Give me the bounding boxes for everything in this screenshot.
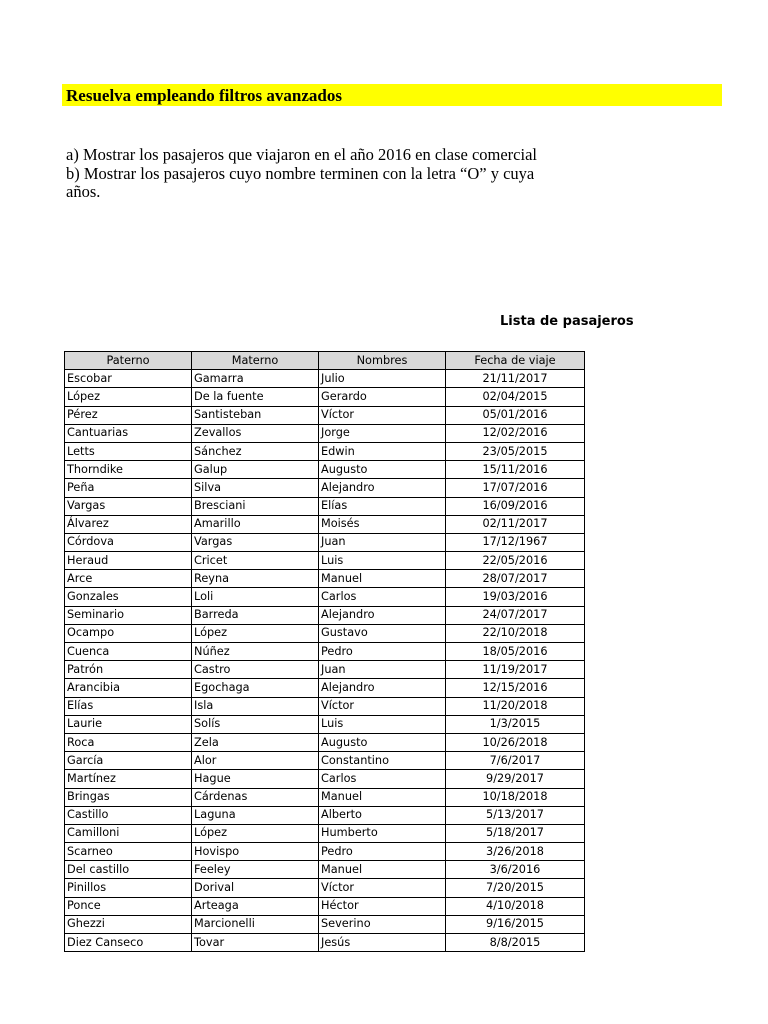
- table-row: [65, 697, 585, 715]
- cell-nombres[interactable]: Pedro: [319, 843, 446, 861]
- cell-materno[interactable]: Laguna: [192, 806, 319, 824]
- table-row: [65, 861, 585, 879]
- cell-nombres[interactable]: Luis: [319, 552, 446, 570]
- cell-fecha-de-viaje[interactable]: 3/26/2018: [446, 843, 585, 861]
- cell-fecha-de-viaje[interactable]: 4/10/2018: [446, 897, 585, 915]
- cell-fecha-de-viaje[interactable]: 22/10/2018: [446, 624, 585, 642]
- cell-nombres[interactable]: Humberto: [319, 824, 446, 842]
- table-row: [65, 715, 585, 733]
- cell-paterno[interactable]: Arancibia: [65, 679, 192, 697]
- cell-paterno[interactable]: Álvarez: [65, 515, 192, 533]
- cell-paterno[interactable]: Roca: [65, 733, 192, 751]
- cell-paterno[interactable]: López: [65, 388, 192, 406]
- cell-materno[interactable]: De la fuente: [192, 388, 319, 406]
- cell-fecha-de-viaje[interactable]: 15/11/2016: [446, 461, 585, 479]
- cell-paterno[interactable]: Laurie: [65, 715, 192, 733]
- cell-materno[interactable]: Feeley: [192, 861, 319, 879]
- cell-nombres[interactable]: Constantino: [319, 752, 446, 770]
- cell-nombres[interactable]: Víctor: [319, 879, 446, 897]
- table-row: [65, 843, 585, 861]
- instructions: [66, 146, 586, 202]
- table-row: [65, 370, 585, 388]
- cell-paterno[interactable]: Thorndike: [65, 461, 192, 479]
- cell-paterno[interactable]: Patrón: [65, 661, 192, 679]
- cell-nombres[interactable]: Alejandro: [319, 679, 446, 697]
- table-row: [65, 806, 585, 824]
- cell-materno[interactable]: Castro: [192, 661, 319, 679]
- cell-materno[interactable]: Silva: [192, 479, 319, 497]
- cell-fecha-de-viaje[interactable]: 23/05/2015: [446, 442, 585, 460]
- cell-materno[interactable]: Núñez: [192, 643, 319, 661]
- cell-nombres[interactable]: Augusto: [319, 461, 446, 479]
- cell-materno[interactable]: Cárdenas: [192, 788, 319, 806]
- cell-fecha-de-viaje[interactable]: 24/07/2017: [446, 606, 585, 624]
- cell-paterno[interactable]: Vargas: [65, 497, 192, 515]
- cell-paterno[interactable]: Cantuarias: [65, 424, 192, 442]
- cell-nombres[interactable]: Carlos: [319, 770, 446, 788]
- cell-materno[interactable]: Zevallos: [192, 424, 319, 442]
- table-row: [65, 497, 585, 515]
- table-row: [65, 533, 585, 551]
- table-row: [65, 424, 585, 442]
- cell-nombres[interactable]: Jorge: [319, 424, 446, 442]
- cell-fecha-de-viaje[interactable]: 10/26/2018: [446, 733, 585, 751]
- table-header-row: [65, 352, 585, 370]
- list-title: Lista de pasajeros: [500, 314, 634, 329]
- cell-paterno[interactable]: García: [65, 752, 192, 770]
- cell-paterno[interactable]: Camilloni: [65, 824, 192, 842]
- cell-nombres[interactable]: Moisés: [319, 515, 446, 533]
- cell-paterno[interactable]: Del castillo: [65, 861, 192, 879]
- cell-nombres[interactable]: Augusto: [319, 733, 446, 751]
- table-row: [65, 461, 585, 479]
- cell-materno[interactable]: Vargas: [192, 533, 319, 551]
- instruction-a: a) Mostrar los pasajeros que viajaron en el año 2016 en clase comercial: [66, 145, 537, 164]
- cell-nombres[interactable]: Gerardo: [319, 388, 446, 406]
- cell-materno[interactable]: Cricet: [192, 552, 319, 570]
- table-row: [65, 406, 585, 424]
- table-row: [65, 879, 585, 897]
- cell-paterno[interactable]: Elías: [65, 697, 192, 715]
- cell-fecha-de-viaje[interactable]: 28/07/2017: [446, 570, 585, 588]
- cell-fecha-de-viaje[interactable]: 10/18/2018: [446, 788, 585, 806]
- cell-fecha-de-viaje[interactable]: 17/07/2016: [446, 479, 585, 497]
- cell-paterno[interactable]: Diez Canseco: [65, 934, 192, 952]
- cell-fecha-de-viaje[interactable]: 5/13/2017: [446, 806, 585, 824]
- table-row: [65, 588, 585, 606]
- cell-fecha-de-viaje[interactable]: 22/05/2016: [446, 552, 585, 570]
- cell-materno[interactable]: López: [192, 624, 319, 642]
- cell-materno[interactable]: Tovar: [192, 934, 319, 952]
- column-header-fecha[interactable]: Fecha de viaje: [446, 352, 585, 370]
- cell-paterno[interactable]: Heraud: [65, 552, 192, 570]
- cell-nombres[interactable]: Luis: [319, 715, 446, 733]
- cell-materno[interactable]: Solís: [192, 715, 319, 733]
- table-row: [65, 606, 585, 624]
- column-header-nombres[interactable]: Nombres: [319, 352, 446, 370]
- table-row: [65, 934, 585, 952]
- cell-materno[interactable]: Hague: [192, 770, 319, 788]
- table-row: [65, 788, 585, 806]
- cell-materno[interactable]: Reyna: [192, 570, 319, 588]
- cell-nombres[interactable]: Víctor: [319, 697, 446, 715]
- table-row: [65, 442, 585, 460]
- cell-materno[interactable]: Alor: [192, 752, 319, 770]
- cell-fecha-de-viaje[interactable]: 05/01/2016: [446, 406, 585, 424]
- cell-nombres[interactable]: Juan: [319, 661, 446, 679]
- cell-paterno[interactable]: Córdova: [65, 533, 192, 551]
- cell-nombres[interactable]: Elías: [319, 497, 446, 515]
- cell-materno[interactable]: Hovispo: [192, 843, 319, 861]
- cell-materno[interactable]: Barreda: [192, 606, 319, 624]
- cell-fecha-de-viaje[interactable]: 8/8/2015: [446, 934, 585, 952]
- cell-paterno[interactable]: Bringas: [65, 788, 192, 806]
- cell-paterno[interactable]: Ocampo: [65, 624, 192, 642]
- cell-nombres[interactable]: Manuel: [319, 788, 446, 806]
- table-row: [65, 388, 585, 406]
- cell-materno[interactable]: López: [192, 824, 319, 842]
- cell-fecha-de-viaje[interactable]: 12/15/2016: [446, 679, 585, 697]
- cell-fecha-de-viaje[interactable]: 9/16/2015: [446, 915, 585, 933]
- cell-paterno[interactable]: Martínez: [65, 770, 192, 788]
- cell-fecha-de-viaje[interactable]: 17/12/1967: [446, 533, 585, 551]
- table-row: [65, 570, 585, 588]
- column-header-paterno[interactable]: Paterno: [65, 352, 192, 370]
- cell-fecha-de-viaje[interactable]: 16/09/2016: [446, 497, 585, 515]
- table-row: [65, 752, 585, 770]
- cell-paterno[interactable]: Pinillos: [65, 879, 192, 897]
- table-row: [65, 643, 585, 661]
- table-row: [65, 479, 585, 497]
- cell-nombres[interactable]: Víctor: [319, 406, 446, 424]
- table-row: [65, 679, 585, 697]
- cell-materno[interactable]: Marcionelli: [192, 915, 319, 933]
- cell-nombres[interactable]: Juan: [319, 533, 446, 551]
- cell-nombres[interactable]: Pedro: [319, 643, 446, 661]
- cell-nombres[interactable]: Severino: [319, 915, 446, 933]
- cell-paterno[interactable]: Peña: [65, 479, 192, 497]
- cell-fecha-de-viaje[interactable]: 3/6/2016: [446, 861, 585, 879]
- cell-fecha-de-viaje[interactable]: 7/20/2015: [446, 879, 585, 897]
- cell-paterno[interactable]: Scarneo: [65, 843, 192, 861]
- cell-paterno[interactable]: Castillo: [65, 806, 192, 824]
- table-row: [65, 915, 585, 933]
- table-body: [65, 370, 585, 952]
- cell-nombres[interactable]: Alberto: [319, 806, 446, 824]
- cell-fecha-de-viaje[interactable]: 1/3/2015: [446, 715, 585, 733]
- table-row: [65, 515, 585, 533]
- table-row: [65, 624, 585, 642]
- cell-nombres[interactable]: Manuel: [319, 861, 446, 879]
- table-row: [65, 897, 585, 915]
- cell-fecha-de-viaje[interactable]: 02/11/2017: [446, 515, 585, 533]
- cell-paterno[interactable]: Ponce: [65, 897, 192, 915]
- cell-fecha-de-viaje[interactable]: 21/11/2017: [446, 370, 585, 388]
- table-row: [65, 661, 585, 679]
- cell-paterno[interactable]: Pérez: [65, 406, 192, 424]
- cell-nombres[interactable]: Jesús: [319, 934, 446, 952]
- cell-materno[interactable]: Dorival: [192, 879, 319, 897]
- cell-paterno[interactable]: Escobar: [65, 370, 192, 388]
- cell-nombres[interactable]: Carlos: [319, 588, 446, 606]
- instruction-b-continued: años.: [66, 182, 101, 201]
- cell-materno[interactable]: Galup: [192, 461, 319, 479]
- cell-materno[interactable]: Zela: [192, 733, 319, 751]
- cell-nombres[interactable]: Manuel: [319, 570, 446, 588]
- cell-materno[interactable]: Gamarra: [192, 370, 319, 388]
- cell-materno[interactable]: Sánchez: [192, 442, 319, 460]
- cell-fecha-de-viaje[interactable]: 9/29/2017: [446, 770, 585, 788]
- table-row: [65, 770, 585, 788]
- cell-nombres[interactable]: Alejandro: [319, 479, 446, 497]
- cell-nombres[interactable]: Edwin: [319, 442, 446, 460]
- cell-nombres[interactable]: Héctor: [319, 897, 446, 915]
- instruction-b: b) Mostrar los pasajeros cuyo nombre terminen con la letra “O” y cuya: [66, 163, 535, 183]
- cell-materno[interactable]: Santisteban: [192, 406, 319, 424]
- cell-paterno[interactable]: Cuenca: [65, 643, 192, 661]
- cell-paterno[interactable]: Seminario: [65, 606, 192, 624]
- cell-nombres[interactable]: Alejandro: [319, 606, 446, 624]
- cell-materno[interactable]: Amarillo: [192, 515, 319, 533]
- cell-fecha-de-viaje[interactable]: 12/02/2016: [446, 424, 585, 442]
- passengers-table: [64, 351, 585, 952]
- cell-paterno[interactable]: Arce: [65, 570, 192, 588]
- table-row: [65, 552, 585, 570]
- cell-fecha-de-viaje[interactable]: 19/03/2016: [446, 588, 585, 606]
- cell-fecha-de-viaje[interactable]: 11/20/2018: [446, 697, 585, 715]
- cell-fecha-de-viaje[interactable]: 18/05/2016: [446, 643, 585, 661]
- page-title: Resuelva empleando filtros avanzados: [66, 86, 342, 105]
- column-header-materno[interactable]: Materno: [192, 352, 319, 370]
- cell-materno[interactable]: Egochaga: [192, 679, 319, 697]
- cell-nombres[interactable]: Gustavo: [319, 624, 446, 642]
- cell-fecha-de-viaje[interactable]: 5/18/2017: [446, 824, 585, 842]
- cell-materno[interactable]: Arteaga: [192, 897, 319, 915]
- cell-paterno[interactable]: Gonzales: [65, 588, 192, 606]
- cell-fecha-de-viaje[interactable]: 02/04/2015: [446, 388, 585, 406]
- table-row: [65, 824, 585, 842]
- cell-materno[interactable]: Loli: [192, 588, 319, 606]
- cell-fecha-de-viaje[interactable]: 11/19/2017: [446, 661, 585, 679]
- cell-fecha-de-viaje[interactable]: 7/6/2017: [446, 752, 585, 770]
- cell-paterno[interactable]: Letts: [65, 442, 192, 460]
- title-highlight: [62, 84, 722, 106]
- cell-materno[interactable]: Bresciani: [192, 497, 319, 515]
- cell-nombres[interactable]: Julio: [319, 370, 446, 388]
- cell-paterno[interactable]: Ghezzi: [65, 915, 192, 933]
- cell-materno[interactable]: Isla: [192, 697, 319, 715]
- table-row: [65, 733, 585, 751]
